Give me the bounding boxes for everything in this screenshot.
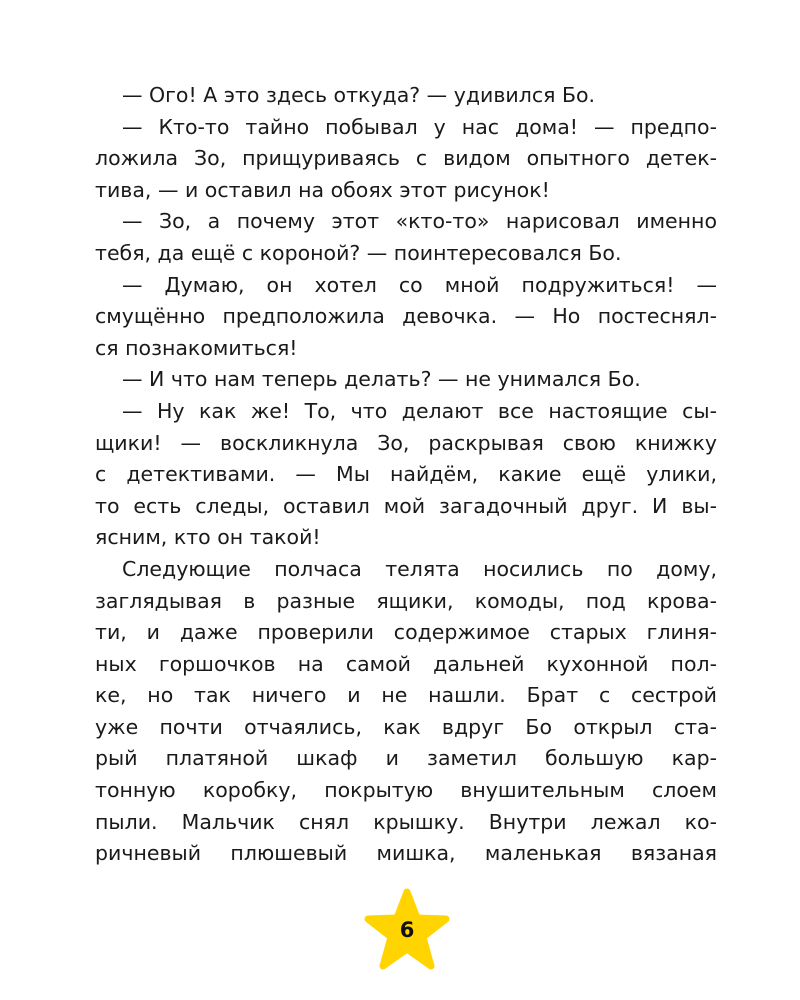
- text-line: ричневый плюшевый мишка, маленькая вязаная: [95, 841, 717, 866]
- text-line: то есть следы, оставил мой загадочный друг. И вы-: [95, 493, 717, 518]
- text-line: смущённо предположила девочка. — Но постеснял-: [95, 304, 717, 329]
- text-line: с детективами. — Мы найдём, какие ещё улики,: [95, 462, 717, 487]
- page-number: 6: [399, 918, 415, 942]
- text-line: ти, и даже проверили содержимое старых глиня-: [95, 620, 717, 645]
- text-line: — Ого! А это здесь откуда? — удивился Бо.: [122, 83, 596, 107]
- text-line: уже почти отчаялись, как вдруг Бо открыл ста-: [95, 714, 717, 739]
- text-line: тива, — и оставил на обоях этот рисунок!: [95, 177, 550, 202]
- page-text-body: [95, 80, 717, 870]
- text-line: рый платяной шкаф и заметил большую кар-: [95, 746, 717, 771]
- text-line: Следующие полчаса телята носились по дому,: [122, 556, 717, 581]
- text-line: — Зо, а почему этот «кто-то» нарисовал именно: [122, 209, 717, 234]
- text-line: — Думаю, он хотел со мной подружиться! —: [122, 272, 717, 297]
- text-line: ясним, кто он такой!: [95, 525, 321, 550]
- text-line: — Ну как же! То, что делают все настоящие сы-: [122, 398, 717, 423]
- text-line: заглядывая в разные ящики, комоды, под крова-: [95, 588, 717, 613]
- text-line: ся познакомиться!: [95, 335, 298, 360]
- text-line: — И что нам теперь делать? — не унимался Бо.: [122, 367, 641, 392]
- text-line: ке, но так ничего и не нашли. Брат с сестрой: [95, 683, 717, 708]
- text-line: тебя, да ещё с короной? — поинтересовался Бо.: [95, 240, 622, 265]
- text-line: — Кто-то тайно побывал у нас дома! — предпо-: [122, 114, 717, 139]
- page-number-badge: [364, 888, 450, 974]
- text-line: ложила Зо, прищуриваясь с видом опытного детек-: [95, 146, 717, 171]
- text-line: тонную коробку, покрытую внушительным слоем: [95, 778, 717, 803]
- text-line: щики! — воскликнула Зо, раскрывая свою книжку: [95, 430, 717, 455]
- text-line: пыли. Мальчик снял крышку. Внутри лежал ко-: [95, 809, 717, 834]
- text-line: ных горшочков на самой дальней кухонной пол-: [95, 651, 717, 676]
